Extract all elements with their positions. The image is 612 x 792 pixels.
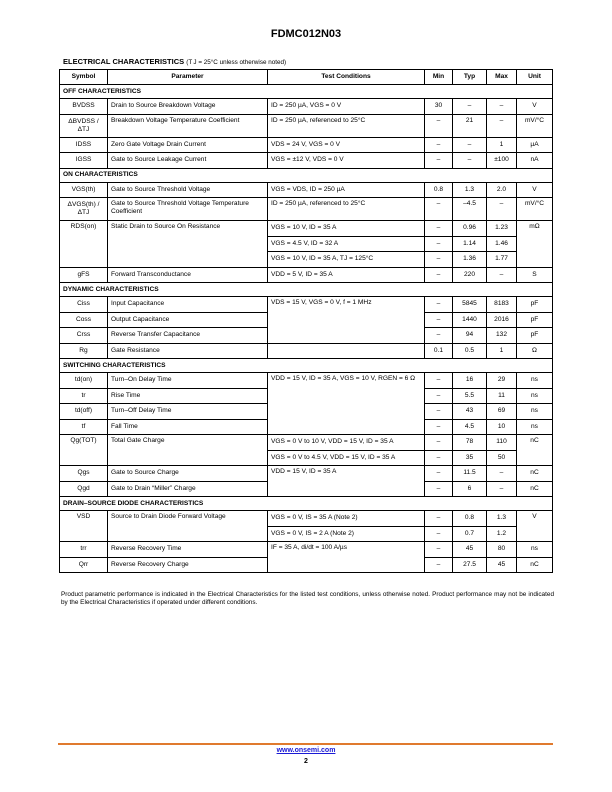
parameter-cell: Input Capacitance — [108, 297, 268, 313]
min-cell: – — [425, 557, 453, 573]
footnote: Product parametric performance is indicated in the Electrical Characteristics for the listed test conditions, unless otherwise noted. Product performance may not be indicated by the Electrical Characteristics if operated under different conditions. — [61, 591, 554, 607]
max-cell: – — [487, 99, 517, 115]
max-cell: 1.3 — [487, 511, 517, 527]
unit-cell: nC — [517, 466, 553, 482]
typ-cell: 0.7 — [453, 526, 487, 542]
typ-cell: 0.5 — [453, 343, 487, 359]
typ-cell: – — [453, 99, 487, 115]
typ-cell: 1.3 — [453, 182, 487, 198]
unit-cell: mV/°C — [517, 114, 553, 137]
column-header: Max — [487, 70, 517, 85]
table-row — [60, 198, 553, 221]
max-cell: 8183 — [487, 297, 517, 313]
typ-cell: 94 — [453, 328, 487, 344]
min-cell: – — [425, 388, 453, 404]
symbol-cell: IDSS — [60, 137, 108, 153]
unit-cell: V — [517, 99, 553, 115]
parameter-cell: Fall Time — [108, 419, 268, 435]
min-cell: – — [425, 466, 453, 482]
unit-cell: nC — [517, 481, 553, 497]
max-cell: 29 — [487, 373, 517, 389]
section-title-text: ELECTRICAL CHARACTERISTICS — [63, 57, 185, 66]
typ-cell: 27.5 — [453, 557, 487, 573]
table-row — [60, 114, 553, 137]
parameter-cell: Gate to Source Threshold Voltage — [108, 182, 268, 198]
column-header: Symbol — [60, 70, 108, 85]
conditions-cell: ID = 250 µA, VGS = 0 V — [268, 99, 425, 115]
category-label: SWITCHING CHARACTERISTICS — [60, 359, 553, 373]
unit-cell: ns — [517, 542, 553, 558]
table-row — [60, 511, 553, 527]
max-cell: – — [487, 481, 517, 497]
typ-cell: –4.5 — [453, 198, 487, 221]
symbol-cell: tf — [60, 419, 108, 435]
symbol-cell: Ciss — [60, 297, 108, 313]
conditions-cell: VGS = 0 V to 4.5 V, VDD = 15 V, ID = 35 A — [268, 450, 425, 466]
unit-cell: ns — [517, 419, 553, 435]
max-cell: 1.46 — [487, 236, 517, 252]
max-cell: 2.0 — [487, 182, 517, 198]
parameter-cell: Static Drain to Source On Resistance — [108, 221, 268, 268]
typ-cell: 0.96 — [453, 221, 487, 237]
typ-cell: 6 — [453, 481, 487, 497]
min-cell: – — [425, 267, 453, 283]
max-cell: 10 — [487, 419, 517, 435]
symbol-cell: trr — [60, 542, 108, 558]
footer-website-link[interactable]: www.onsemi.com — [276, 747, 336, 754]
parameter-cell: Gate Resistance — [108, 343, 268, 359]
conditions-cell — [268, 343, 425, 359]
max-cell: ±100 — [487, 153, 517, 169]
max-cell: 69 — [487, 404, 517, 420]
max-cell: 2016 — [487, 312, 517, 328]
symbol-cell: Qgd — [60, 481, 108, 497]
parameter-cell: Reverse Transfer Capacitance — [108, 328, 268, 344]
conditions-cell: VDD = 15 V, ID = 35 A, VGS = 10 V, RGEN = 6 Ω — [268, 373, 425, 435]
symbol-cell: Rg — [60, 343, 108, 359]
column-header: Test Conditions — [268, 70, 425, 85]
unit-cell: ns — [517, 373, 553, 389]
unit-cell: S — [517, 267, 553, 283]
conditions-cell: ID = 250 µA, referenced to 25°C — [268, 198, 425, 221]
symbol-cell: RDS(on) — [60, 221, 108, 268]
parameter-cell: Gate to Drain “Miller” Charge — [108, 481, 268, 497]
max-cell: – — [487, 114, 517, 137]
symbol-cell: IGSS — [60, 153, 108, 169]
page-number: 2 — [304, 758, 308, 765]
typ-cell: – — [453, 137, 487, 153]
category-label: DRAIN–SOURCE DIODE CHARACTERISTICS — [60, 497, 553, 511]
max-cell: – — [487, 267, 517, 283]
max-cell: 11 — [487, 388, 517, 404]
min-cell: – — [425, 153, 453, 169]
column-header: Unit — [517, 70, 553, 85]
min-cell: – — [425, 114, 453, 137]
min-cell: – — [425, 542, 453, 558]
parameter-cell: Zero Gate Voltage Drain Current — [108, 137, 268, 153]
section-title-note: (T J = 25°C unless otherwise noted) — [186, 59, 287, 66]
typ-cell: 4.5 — [453, 419, 487, 435]
conditions-cell: VGS = 10 V, ID = 35 A, TJ = 125°C — [268, 252, 425, 268]
parameter-cell: Rise Time — [108, 388, 268, 404]
table-row — [60, 267, 553, 283]
parameter-cell: Gate to Source Charge — [108, 466, 268, 482]
typ-cell: 11.5 — [453, 466, 487, 482]
unit-cell: nC — [517, 435, 553, 466]
conditions-cell: VDS = 15 V, VGS = 0 V, f = 1 MHz — [268, 297, 425, 344]
footer-rule — [58, 743, 553, 745]
symbol-cell: ΔBVDSS / ΔTJ — [60, 114, 108, 137]
conditions-cell: IF = 35 A, di/dt = 100 A/µs — [268, 542, 425, 573]
min-cell: 0.8 — [425, 182, 453, 198]
unit-cell: ns — [517, 404, 553, 420]
parameter-cell: Total Gate Charge — [108, 435, 268, 466]
symbol-cell: Qrr — [60, 557, 108, 573]
parameter-cell: Reverse Recovery Charge — [108, 557, 268, 573]
symbol-cell: gFS — [60, 267, 108, 283]
unit-cell: V — [517, 511, 553, 542]
symbol-cell: ΔVGS(th) / ΔTJ — [60, 198, 108, 221]
unit-cell: nA — [517, 153, 553, 169]
parameter-cell: Breakdown Voltage Temperature Coefficient — [108, 114, 268, 137]
unit-cell: mV/°C — [517, 198, 553, 221]
table-row — [60, 542, 553, 558]
min-cell: – — [425, 404, 453, 420]
unit-cell: nC — [517, 557, 553, 573]
table-row — [60, 182, 553, 198]
unit-cell: pF — [517, 328, 553, 344]
min-cell: – — [425, 511, 453, 527]
max-cell: 1 — [487, 343, 517, 359]
unit-cell: V — [517, 182, 553, 198]
max-cell: – — [487, 466, 517, 482]
symbol-cell: Coss — [60, 312, 108, 328]
symbol-cell: tr — [60, 388, 108, 404]
symbol-cell: td(off) — [60, 404, 108, 420]
unit-cell: ns — [517, 388, 553, 404]
unit-cell: pF — [517, 312, 553, 328]
max-cell: – — [487, 198, 517, 221]
min-cell: – — [425, 419, 453, 435]
category-row — [60, 359, 553, 373]
typ-cell: 45 — [453, 542, 487, 558]
category-row — [60, 168, 553, 182]
min-cell: – — [425, 312, 453, 328]
parameter-cell: Gate to Source Leakage Current — [108, 153, 268, 169]
parameter-cell: Reverse Recovery Time — [108, 542, 268, 558]
conditions-cell: VGS = 10 V, ID = 35 A — [268, 221, 425, 237]
typ-cell: 1.36 — [453, 252, 487, 268]
category-label: ON CHARACTERISTICS — [60, 168, 553, 182]
conditions-cell: ID = 250 µA, referenced to 25°C — [268, 114, 425, 137]
min-cell: 30 — [425, 99, 453, 115]
symbol-cell: Crss — [60, 328, 108, 344]
min-cell: – — [425, 328, 453, 344]
table-row — [60, 99, 553, 115]
min-cell: – — [425, 221, 453, 237]
min-cell: – — [425, 435, 453, 451]
parameter-cell: Source to Drain Diode Forward Voltage — [108, 511, 268, 542]
max-cell: 1 — [487, 137, 517, 153]
max-cell: 1.2 — [487, 526, 517, 542]
symbol-cell: VSD — [60, 511, 108, 542]
table-row — [60, 373, 553, 389]
typ-cell: 0.8 — [453, 511, 487, 527]
typ-cell: 220 — [453, 267, 487, 283]
symbol-cell: Qgs — [60, 466, 108, 482]
typ-cell: 43 — [453, 404, 487, 420]
typ-cell: 78 — [453, 435, 487, 451]
max-cell: 80 — [487, 542, 517, 558]
parameter-cell: Gate to Source Threshold Voltage Temperature Coefficient — [108, 198, 268, 221]
category-label: OFF CHARACTERISTICS — [60, 85, 553, 99]
parameter-cell: Forward Transconductance — [108, 267, 268, 283]
parameter-cell: Drain to Source Breakdown Voltage — [108, 99, 268, 115]
table-row — [60, 466, 553, 482]
max-cell: 132 — [487, 328, 517, 344]
conditions-cell: VGS = 0 V, IS = 35 A (Note 2) — [268, 511, 425, 527]
unit-cell: pF — [517, 297, 553, 313]
typ-cell: 35 — [453, 450, 487, 466]
conditions-cell: VDD = 5 V, ID = 35 A — [268, 267, 425, 283]
max-cell: 1.23 — [487, 221, 517, 237]
conditions-cell: VGS = ±12 V, VDS = 0 V — [268, 153, 425, 169]
min-cell: – — [425, 526, 453, 542]
table-header-row — [60, 70, 553, 85]
table-row — [60, 343, 553, 359]
min-cell: – — [425, 450, 453, 466]
typ-cell: 1.14 — [453, 236, 487, 252]
parameter-cell: Turn–On Delay Time — [108, 373, 268, 389]
parameter-cell: Turn–Off Delay Time — [108, 404, 268, 420]
min-cell: 0.1 — [425, 343, 453, 359]
conditions-cell: VGS = 4.5 V, ID = 32 A — [268, 236, 425, 252]
column-header: Parameter — [108, 70, 268, 85]
conditions-cell: VDD = 15 V, ID = 35 A — [268, 466, 425, 497]
typ-cell: 5845 — [453, 297, 487, 313]
conditions-cell: VDS = 24 V, VGS = 0 V — [268, 137, 425, 153]
max-cell: 50 — [487, 450, 517, 466]
electrical-characteristics-table — [59, 69, 553, 573]
typ-cell: – — [453, 153, 487, 169]
typ-cell: 21 — [453, 114, 487, 137]
symbol-cell: BVDSS — [60, 99, 108, 115]
min-cell: – — [425, 198, 453, 221]
table-row — [60, 221, 553, 237]
max-cell: 1.77 — [487, 252, 517, 268]
conditions-cell: VGS = 0 V to 10 V, VDD = 15 V, ID = 35 A — [268, 435, 425, 451]
symbol-cell: VGS(th) — [60, 182, 108, 198]
min-cell: – — [425, 373, 453, 389]
unit-cell: Ω — [517, 343, 553, 359]
part-number: FDMC012N03 — [270, 28, 342, 40]
column-header: Min — [425, 70, 453, 85]
typ-cell: 16 — [453, 373, 487, 389]
category-row — [60, 283, 553, 297]
table-row — [60, 297, 553, 313]
max-cell: 110 — [487, 435, 517, 451]
category-row — [60, 497, 553, 511]
table-row — [60, 435, 553, 451]
max-cell: 45 — [487, 557, 517, 573]
parameter-cell: Output Capacitance — [108, 312, 268, 328]
unit-cell: mΩ — [517, 221, 553, 268]
min-cell: – — [425, 481, 453, 497]
typ-cell: 5.5 — [453, 388, 487, 404]
conditions-cell: VGS = 0 V, IS = 2 A (Note 2) — [268, 526, 425, 542]
section-title — [63, 57, 286, 66]
typ-cell: 1440 — [453, 312, 487, 328]
min-cell: – — [425, 137, 453, 153]
min-cell: – — [425, 297, 453, 313]
symbol-cell: Qg(TOT) — [60, 435, 108, 466]
column-header: Typ — [453, 70, 487, 85]
min-cell: – — [425, 236, 453, 252]
category-label: DYNAMIC CHARACTERISTICS — [60, 283, 553, 297]
min-cell: – — [425, 252, 453, 268]
conditions-cell: VGS = VDS, ID = 250 µA — [268, 182, 425, 198]
symbol-cell: td(on) — [60, 373, 108, 389]
category-row — [60, 85, 553, 99]
unit-cell: µA — [517, 137, 553, 153]
table-row — [60, 137, 553, 153]
table-row — [60, 153, 553, 169]
